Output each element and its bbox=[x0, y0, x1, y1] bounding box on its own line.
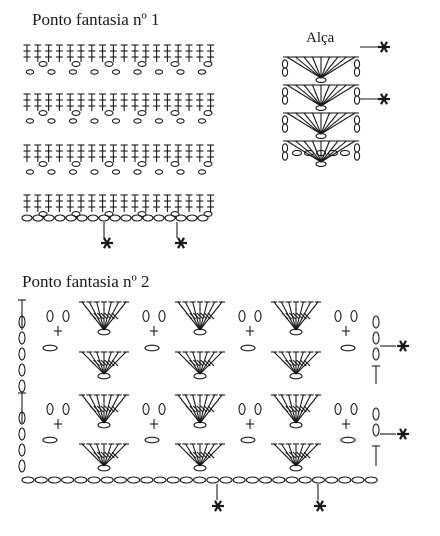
chain-oval bbox=[273, 477, 285, 483]
chain-oval bbox=[373, 408, 379, 420]
double-crochet bbox=[67, 195, 74, 212]
marker-asterisk bbox=[378, 42, 390, 52]
marker-asterisk bbox=[314, 501, 326, 511]
chain-oval bbox=[121, 215, 131, 221]
chain-oval bbox=[220, 477, 232, 483]
stitch-line bbox=[304, 113, 321, 134]
stitch-line bbox=[321, 113, 355, 134]
chain-oval bbox=[39, 111, 47, 116]
chain-oval bbox=[354, 88, 359, 96]
double-crochet bbox=[34, 195, 41, 212]
chain-oval bbox=[98, 422, 110, 428]
chain-oval bbox=[19, 348, 25, 360]
chain-oval bbox=[171, 162, 179, 167]
double-crochet bbox=[164, 94, 171, 111]
chain-oval bbox=[26, 119, 33, 123]
chain-oval bbox=[138, 111, 146, 116]
chain-oval bbox=[69, 170, 76, 174]
fan-group bbox=[271, 352, 321, 379]
chain-oval bbox=[187, 215, 197, 221]
double-crochet bbox=[186, 45, 193, 62]
double-crochet bbox=[196, 94, 203, 111]
stitch-line bbox=[304, 85, 321, 106]
chain-oval bbox=[132, 215, 142, 221]
chain-oval bbox=[204, 162, 212, 167]
double-crochet bbox=[175, 94, 182, 111]
double-crochet bbox=[186, 195, 193, 212]
fan-group bbox=[271, 395, 321, 428]
chain-oval bbox=[69, 119, 76, 123]
chain-oval bbox=[373, 316, 379, 328]
chain-oval bbox=[282, 152, 287, 160]
chain-oval bbox=[72, 111, 80, 116]
stitch-line bbox=[321, 57, 338, 78]
chain-oval bbox=[255, 311, 261, 322]
double-crochet bbox=[56, 45, 63, 62]
chain-oval bbox=[141, 477, 153, 483]
chain-oval bbox=[165, 215, 175, 221]
chain-oval bbox=[341, 345, 355, 351]
chain-oval bbox=[335, 404, 341, 415]
chain-oval bbox=[98, 465, 110, 471]
fan-group bbox=[79, 302, 129, 335]
double-crochet bbox=[24, 195, 31, 212]
chain-oval bbox=[290, 465, 302, 471]
chain-oval bbox=[91, 119, 98, 123]
chain-oval bbox=[72, 162, 80, 167]
fan-group bbox=[175, 352, 225, 379]
chain-oval bbox=[204, 62, 212, 67]
fan-group bbox=[79, 444, 129, 471]
double-crochet bbox=[196, 195, 203, 212]
chain-oval bbox=[155, 119, 162, 123]
double-crochet bbox=[67, 45, 74, 62]
double-crochet bbox=[132, 145, 139, 162]
chain-oval bbox=[154, 477, 166, 483]
stitch-line bbox=[287, 141, 321, 162]
double-crochet bbox=[164, 145, 171, 162]
double-crochet bbox=[88, 145, 95, 162]
chain-oval bbox=[299, 477, 311, 483]
double-crochet bbox=[142, 145, 149, 162]
chain-oval bbox=[241, 437, 255, 443]
chain-oval bbox=[143, 311, 149, 322]
chain-oval bbox=[128, 477, 140, 483]
stitch-line bbox=[321, 85, 355, 106]
chain-oval bbox=[312, 477, 324, 483]
chain-oval bbox=[198, 215, 208, 221]
chain-oval bbox=[44, 215, 54, 221]
chain-oval bbox=[48, 70, 55, 74]
chain-oval bbox=[48, 119, 55, 123]
chain-oval bbox=[194, 465, 206, 471]
chain-oval bbox=[33, 215, 43, 221]
chain-oval bbox=[194, 373, 206, 379]
double-crochet bbox=[24, 45, 31, 62]
double-crochet bbox=[121, 145, 128, 162]
double-crochet bbox=[88, 45, 95, 62]
chain-oval bbox=[75, 477, 87, 483]
chain-oval bbox=[241, 345, 255, 351]
double-crochet bbox=[99, 45, 106, 62]
chain-oval bbox=[282, 124, 287, 132]
chain-oval bbox=[101, 477, 113, 483]
pattern-2-title: Ponto fantasia nº 2 bbox=[22, 272, 150, 291]
chain-oval bbox=[282, 116, 287, 124]
chain-oval bbox=[39, 162, 47, 167]
chain-oval bbox=[176, 215, 186, 221]
chain-oval bbox=[177, 70, 184, 74]
fan-group bbox=[175, 302, 225, 335]
chain-oval bbox=[143, 404, 149, 415]
stitch-line bbox=[304, 57, 321, 78]
chain-oval bbox=[62, 477, 74, 483]
pattern-2-chart bbox=[18, 300, 409, 511]
double-crochet bbox=[99, 94, 106, 111]
stitch-line bbox=[321, 113, 338, 134]
double-crochet bbox=[196, 145, 203, 162]
chain-oval bbox=[63, 404, 69, 415]
chain-oval bbox=[112, 119, 119, 123]
chain-oval bbox=[239, 311, 245, 322]
chain-oval bbox=[351, 311, 357, 322]
chain-oval bbox=[177, 119, 184, 123]
chain-oval bbox=[373, 424, 379, 436]
double-crochet bbox=[121, 195, 128, 212]
double-crochet bbox=[78, 45, 85, 62]
stitch-line bbox=[287, 113, 321, 134]
chain-oval bbox=[351, 404, 357, 415]
chain-oval bbox=[255, 404, 261, 415]
chain-oval bbox=[316, 78, 326, 83]
chain-oval bbox=[91, 170, 98, 174]
chain-oval bbox=[134, 119, 141, 123]
double-crochet bbox=[175, 195, 182, 212]
chain-oval bbox=[143, 215, 153, 221]
chain-oval bbox=[204, 111, 212, 116]
chain-oval bbox=[194, 477, 206, 483]
chain-oval bbox=[194, 329, 206, 335]
chain-oval bbox=[354, 116, 359, 124]
marker-asterisk bbox=[101, 238, 113, 248]
chain-oval bbox=[72, 62, 80, 67]
marker-asterisk bbox=[397, 341, 409, 351]
chain-oval bbox=[105, 162, 113, 167]
chain-oval bbox=[167, 477, 179, 483]
double-crochet bbox=[45, 94, 52, 111]
pattern-1-chart bbox=[22, 45, 214, 248]
chain-oval bbox=[43, 437, 57, 443]
chain-oval bbox=[19, 364, 25, 376]
chain-oval bbox=[105, 62, 113, 67]
chain-oval bbox=[282, 88, 287, 96]
chain-oval bbox=[114, 477, 126, 483]
chain-oval bbox=[316, 162, 326, 167]
chain-oval bbox=[207, 477, 219, 483]
double-crochet bbox=[142, 45, 149, 62]
chain-oval bbox=[88, 477, 100, 483]
chain-oval bbox=[66, 215, 76, 221]
chain-oval bbox=[326, 477, 338, 483]
chain-oval bbox=[354, 124, 359, 132]
chain-oval bbox=[19, 444, 25, 456]
double-crochet bbox=[24, 94, 31, 111]
chain-oval bbox=[19, 460, 25, 472]
stitch-line bbox=[321, 57, 355, 78]
chain-oval bbox=[110, 215, 120, 221]
chain-oval bbox=[138, 162, 146, 167]
stitch-line bbox=[287, 57, 321, 78]
double-crochet bbox=[132, 195, 139, 212]
chain-oval bbox=[22, 215, 32, 221]
marker-asterisk bbox=[212, 501, 224, 511]
stitch-line bbox=[321, 141, 355, 162]
double-crochet bbox=[153, 195, 160, 212]
chain-oval bbox=[47, 311, 53, 322]
chain-oval bbox=[48, 170, 55, 174]
double-crochet bbox=[45, 45, 52, 62]
double-crochet bbox=[99, 145, 106, 162]
fan-group bbox=[271, 444, 321, 471]
alca-chart bbox=[282, 42, 390, 167]
fan-group bbox=[79, 352, 129, 379]
double-crochet bbox=[88, 94, 95, 111]
chain-oval bbox=[19, 380, 25, 392]
chain-oval bbox=[159, 404, 165, 415]
double-crochet bbox=[207, 195, 214, 212]
chain-oval bbox=[145, 437, 159, 443]
double-crochet bbox=[175, 145, 182, 162]
chain-oval bbox=[282, 96, 287, 104]
chain-oval bbox=[282, 144, 287, 152]
chain-oval bbox=[335, 311, 341, 322]
chain-oval bbox=[293, 150, 302, 155]
chain-oval bbox=[112, 70, 119, 74]
chain-oval bbox=[180, 477, 192, 483]
double-crochet bbox=[45, 145, 52, 162]
chain-oval bbox=[373, 348, 379, 360]
double-crochet bbox=[121, 45, 128, 62]
double-crochet bbox=[56, 145, 63, 162]
chain-oval bbox=[154, 215, 164, 221]
chain-oval bbox=[352, 477, 364, 483]
double-crochet bbox=[110, 45, 117, 62]
marker-asterisk bbox=[378, 94, 390, 104]
double-crochet bbox=[132, 45, 139, 62]
chain-oval bbox=[290, 373, 302, 379]
double-crochet bbox=[45, 195, 52, 212]
double-crochet bbox=[67, 145, 74, 162]
double-crochet bbox=[78, 145, 85, 162]
chain-oval bbox=[159, 311, 165, 322]
chain-oval bbox=[198, 70, 205, 74]
chain-oval bbox=[48, 477, 60, 483]
chain-oval bbox=[194, 422, 206, 428]
chain-oval bbox=[354, 152, 359, 160]
chain-oval bbox=[55, 215, 65, 221]
double-crochet bbox=[153, 94, 160, 111]
chain-oval bbox=[43, 345, 57, 351]
chain-oval bbox=[105, 111, 113, 116]
chain-oval bbox=[246, 477, 258, 483]
double-crochet bbox=[153, 45, 160, 62]
alca-title: Alça bbox=[306, 30, 335, 46]
double-crochet bbox=[34, 94, 41, 111]
double-crochet bbox=[78, 195, 85, 212]
fan-group bbox=[175, 444, 225, 471]
double-crochet bbox=[142, 94, 149, 111]
chain-oval bbox=[112, 170, 119, 174]
chain-oval bbox=[134, 170, 141, 174]
double-crochet bbox=[110, 94, 117, 111]
chain-oval bbox=[198, 119, 205, 123]
chain-oval bbox=[316, 134, 326, 139]
chain-oval bbox=[282, 60, 287, 68]
double-crochet bbox=[121, 94, 128, 111]
chain-oval bbox=[88, 215, 98, 221]
chain-oval bbox=[26, 70, 33, 74]
double-crochet bbox=[207, 94, 214, 111]
chain-oval bbox=[22, 477, 34, 483]
chain-oval bbox=[47, 404, 53, 415]
double-crochet bbox=[175, 45, 182, 62]
chain-oval bbox=[134, 70, 141, 74]
marker-asterisk bbox=[397, 429, 409, 439]
chain-oval bbox=[98, 329, 110, 335]
chain-oval bbox=[282, 68, 287, 76]
double-crochet bbox=[67, 94, 74, 111]
chain-oval bbox=[155, 70, 162, 74]
double-crochet bbox=[153, 145, 160, 162]
chain-oval bbox=[354, 60, 359, 68]
chain-oval bbox=[171, 62, 179, 67]
chain-oval bbox=[155, 170, 162, 174]
double-crochet bbox=[186, 94, 193, 111]
chain-oval bbox=[286, 477, 298, 483]
chain-oval bbox=[260, 477, 272, 483]
chain-oval bbox=[354, 96, 359, 104]
fan-group bbox=[271, 302, 321, 335]
double-crochet bbox=[56, 195, 63, 212]
chain-oval bbox=[91, 70, 98, 74]
chain-oval bbox=[354, 144, 359, 152]
chain-oval bbox=[341, 150, 350, 155]
pattern-1-title: Ponto fantasia nº 1 bbox=[32, 10, 160, 29]
chain-oval bbox=[171, 111, 179, 116]
fan-group bbox=[175, 395, 225, 428]
double-crochet bbox=[164, 195, 171, 212]
chain-oval bbox=[19, 428, 25, 440]
double-crochet bbox=[186, 145, 193, 162]
chain-oval bbox=[290, 422, 302, 428]
chain-oval bbox=[373, 332, 379, 344]
double-crochet bbox=[78, 94, 85, 111]
stitch-line bbox=[287, 85, 321, 106]
chain-oval bbox=[69, 70, 76, 74]
double-crochet bbox=[207, 145, 214, 162]
chain-oval bbox=[239, 404, 245, 415]
double-crochet bbox=[110, 195, 117, 212]
chain-oval bbox=[99, 215, 109, 221]
chain-oval bbox=[145, 345, 159, 351]
double-crochet bbox=[164, 45, 171, 62]
chain-oval bbox=[138, 62, 146, 67]
double-crochet bbox=[132, 94, 139, 111]
double-crochet bbox=[142, 195, 149, 212]
chain-oval bbox=[63, 311, 69, 322]
marker-asterisk bbox=[175, 238, 187, 248]
stitch-line bbox=[321, 85, 338, 106]
chain-oval bbox=[39, 62, 47, 67]
chain-oval bbox=[341, 437, 355, 443]
double-crochet bbox=[196, 45, 203, 62]
double-crochet bbox=[34, 45, 41, 62]
double-crochet bbox=[88, 195, 95, 212]
double-crochet bbox=[24, 145, 31, 162]
double-crochet bbox=[99, 195, 106, 212]
double-crochet bbox=[110, 145, 117, 162]
double-crochet bbox=[34, 145, 41, 162]
chain-oval bbox=[77, 215, 87, 221]
chain-oval bbox=[19, 332, 25, 344]
chain-oval bbox=[26, 170, 33, 174]
chain-oval bbox=[290, 329, 302, 335]
chain-oval bbox=[177, 170, 184, 174]
double-crochet bbox=[56, 94, 63, 111]
chain-oval bbox=[354, 68, 359, 76]
chain-oval bbox=[35, 477, 47, 483]
chain-oval bbox=[98, 373, 110, 379]
chain-oval bbox=[339, 477, 351, 483]
chain-oval bbox=[233, 477, 245, 483]
chain-oval bbox=[198, 170, 205, 174]
double-crochet bbox=[207, 45, 214, 62]
chain-oval bbox=[365, 477, 377, 483]
fan-group bbox=[79, 395, 129, 428]
chain-oval bbox=[316, 106, 326, 111]
